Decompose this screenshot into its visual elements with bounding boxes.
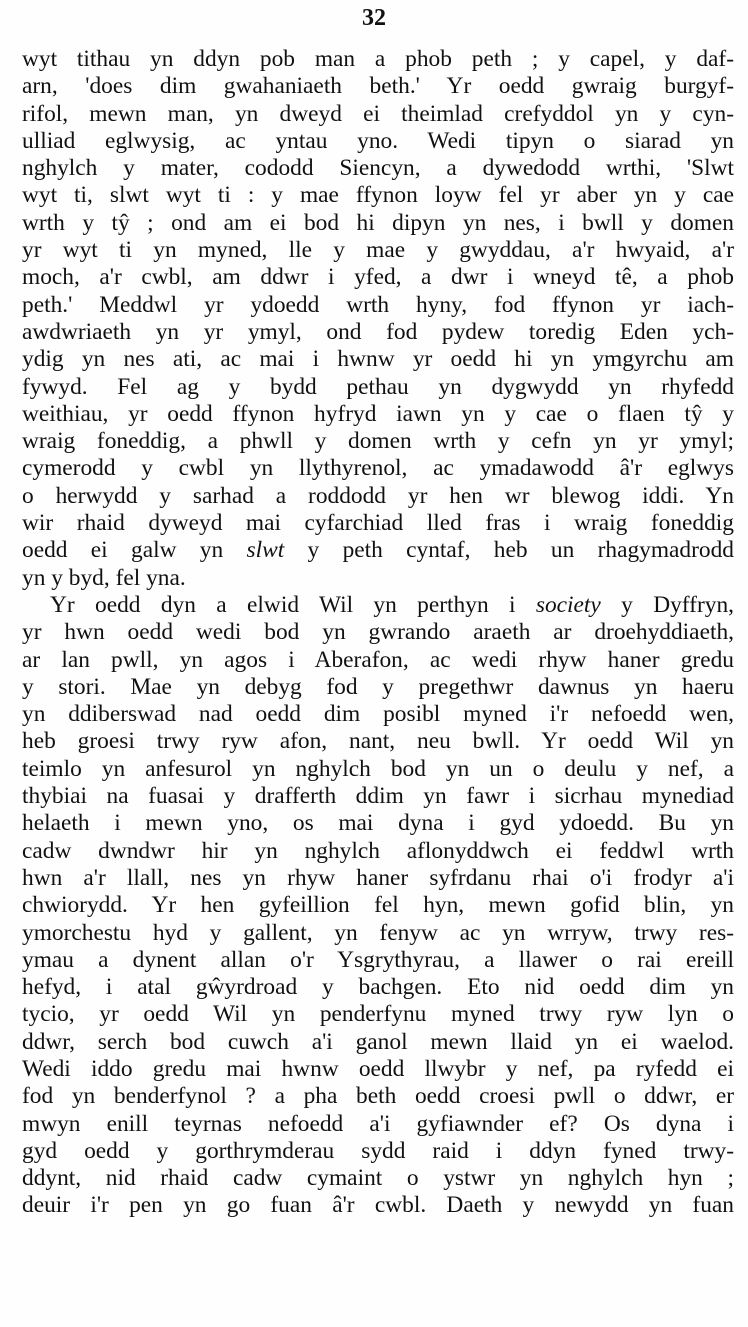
text-line-segment: ar lan pwll, yn agos i Aberafon, ac wedi rhyw haner gredu	[22, 646, 734, 673]
text-line-segment: gyd oedd y gorthrymderau sydd raid i ddyn fyned trwy-	[22, 1137, 734, 1164]
text-line	[22, 947, 734, 974]
text-line-segment: y stori. Mae yn debyg fod y pregethwr dawnus yn haeru	[22, 673, 734, 700]
text-line	[22, 701, 734, 728]
text-line-segment: yr wyt ti yn myned, lle y mae y gwyddau, a'r hwyaid, a'r	[22, 237, 734, 264]
text-line-segment: arn, 'does dim gwahaniaeth beth.' Yr oedd gwraig burgyf-	[22, 73, 734, 100]
text-line	[22, 210, 734, 237]
text-line-segment: y peth cyntaf, heb un rhagymadrodd	[284, 537, 734, 564]
text-line	[22, 401, 734, 428]
text-line-segment: cadw dwndwr hir yn nghylch aflonyddwch ei feddwl wrth	[22, 837, 734, 864]
text-line	[22, 865, 734, 892]
text-line-segment: chwiorydd. Yr hen gyfeillion fel hyn, mewn gofid blin, yn	[22, 892, 734, 919]
text-line-segment: deuir i'r pen yn go fuan â'r cwbl. Daeth y newydd yn fuan	[22, 1192, 734, 1219]
text-line	[22, 1111, 734, 1138]
text-line-segment: fywyd. Fel ag y bydd pethau yn dygwydd yn rhyfedd	[22, 373, 734, 400]
text-line-segment: ddwr, serch bod cuwch a'i ganol mewn llaid yn ei waelod.	[22, 1028, 734, 1055]
text-line-segment: y Dyffryn,	[600, 591, 734, 618]
text-line-segment: wyt tithau yn ddyn pob man a phob peth ; y capel, y daf-	[22, 46, 734, 72]
text-line-segment: wraig foneddig, a phwll y domen wrth y cefn yn yr ymyl;	[22, 428, 734, 455]
text-line	[22, 264, 734, 291]
text-line-segment: Wedi iddo gredu mai hwnw oedd llwybr y nef, pa ryfedd ei	[22, 1055, 734, 1082]
text-line-segment: awdwriaeth yn yr ymyl, ond fod pydew toredig Eden ych-	[22, 318, 734, 345]
text-line	[22, 756, 734, 783]
text-line	[22, 46, 734, 73]
text-line	[22, 674, 734, 701]
text-line	[22, 237, 734, 264]
text-line-segment: hefyd, i atal gŵyrdroad y bachgen. Eto nid oedd dim yn	[22, 974, 734, 1001]
text-line	[22, 565, 734, 592]
text-line-segment: Yr oedd dyn a elwid Wil yn perthyn i	[50, 591, 516, 618]
text-line-segment: cymerodd y cwbl yn llythyrenol, ac ymadawodd â'r eglwys	[22, 455, 734, 482]
body-text	[22, 46, 734, 1220]
text-line	[22, 101, 734, 128]
text-line	[22, 155, 734, 182]
text-line-segment: fod yn benderfynol ? a pha beth oedd croesi pwll o ddwr, er	[22, 1083, 734, 1110]
text-line-segment: oedd ei galw yn	[22, 537, 224, 564]
text-line	[22, 483, 734, 510]
text-line	[22, 619, 734, 646]
text-line	[22, 1001, 734, 1028]
text-line-segment: yn ddiberswad nad oedd dim posibl myned i'r nefoedd wen,	[22, 701, 734, 728]
text-line-segment: rifol, mewn man, yn dweyd ei theimlad crefyddol yn y cyn-	[22, 100, 734, 127]
italic-word: slwt	[246, 537, 285, 564]
text-line	[22, 647, 734, 674]
italic-word: society	[535, 591, 601, 618]
text-line	[22, 319, 734, 346]
text-line	[22, 810, 734, 837]
text-line-segment: o herwydd y sarhad a roddodd yr hen wr blewog iddi. Yn	[22, 482, 734, 509]
text-line-segment: ydig yn nes ati, ac mai i hwnw yr oedd hi yn ymgyrchu am	[22, 346, 734, 373]
text-line	[22, 1056, 734, 1083]
text-line-segment: ulliad eglwysig, ac yntau yno. Wedi tipyn o siarad yn	[22, 127, 734, 154]
text-line-segment: ymorchestu hyd y gallent, yn fenyw ac yn wrryw, trwy res-	[22, 919, 734, 946]
text-line	[22, 428, 734, 455]
text-line	[22, 1083, 734, 1110]
text-line	[22, 592, 734, 619]
text-line	[22, 346, 734, 373]
text-line	[22, 920, 734, 947]
text-line	[22, 1138, 734, 1165]
text-line-segment: peth.' Meddwl yr ydoedd wrth hyny, fod ffynon yr iach-	[22, 291, 734, 318]
text-line	[22, 838, 734, 865]
text-line-segment: tycio, yr oedd Wil yn penderfynu myned trwy ryw lyn o	[22, 1001, 734, 1028]
text-line	[22, 510, 734, 537]
text-line-segment: yr hwn oedd wedi bod yn gwrando araeth ar droehyddiaeth,	[22, 619, 734, 646]
text-line-segment: nghylch y mater, cododd Siencyn, a dywedodd wrthi, 'Slwt	[22, 155, 734, 182]
text-line	[22, 728, 734, 755]
text-line-segment: teimlo yn anfesurol yn nghylch bod yn un o deulu y nef, a	[22, 755, 734, 782]
text-line-segment: yn y byd, fel yna.	[22, 564, 186, 591]
text-line	[22, 1192, 734, 1219]
text-line-segment: wrth y tŷ ; ond am ei bod hi dipyn yn nes, i bwll y domen	[22, 209, 734, 236]
text-line	[22, 455, 734, 482]
text-line	[22, 128, 734, 155]
text-line-segment: weithiau, yr oedd ffynon hyfryd iawn yn y cae o flaen tŷ y	[22, 400, 734, 427]
text-line	[22, 73, 734, 100]
text-line	[22, 1165, 734, 1192]
text-line	[22, 374, 734, 401]
text-line-segment: heb groesi trwy ryw afon, nant, neu bwll. Yr oedd Wil yn	[22, 728, 734, 755]
text-line-segment: ymau a dynent allan o'r Ysgrythyrau, a llawer o rai ereill	[22, 946, 734, 973]
text-line	[22, 974, 734, 1001]
text-line-segment: wyt ti, slwt wyt ti : y mae ffynon loyw fel yr aber yn y cae	[22, 182, 734, 209]
text-line-segment: moch, a'r cwbl, am ddwr i yfed, a dwr i wneyd tê, a phob	[22, 264, 734, 291]
text-line-segment: ddynt, nid rhaid cadw cymaint o ystwr yn nghylch hyn ;	[22, 1165, 734, 1192]
text-line	[22, 1029, 734, 1056]
text-line-segment: mwyn enill teyrnas nefoedd a'i gyfiawnder ef? Os dyna i	[22, 1110, 734, 1137]
text-line-segment: helaeth i mewn yno, os mai dyna i gyd ydoedd. Bu yn	[22, 810, 734, 837]
text-line-segment: hwn a'r llall, nes yn rhyw haner syfrdanu rhai o'i frodyr a'i	[22, 864, 734, 891]
text-line	[22, 537, 734, 564]
text-line	[22, 182, 734, 209]
text-line	[22, 892, 734, 919]
text-line	[22, 292, 734, 319]
text-line-segment: thybiai na fuasai y drafferth ddim yn fawr i sicrhau mynediad	[22, 783, 734, 810]
text-line-segment: wir rhaid dyweyd mai cyfarchiad lled fras i wraig foneddig	[22, 510, 734, 537]
text-line	[22, 783, 734, 810]
page-number: 32	[362, 5, 386, 31]
